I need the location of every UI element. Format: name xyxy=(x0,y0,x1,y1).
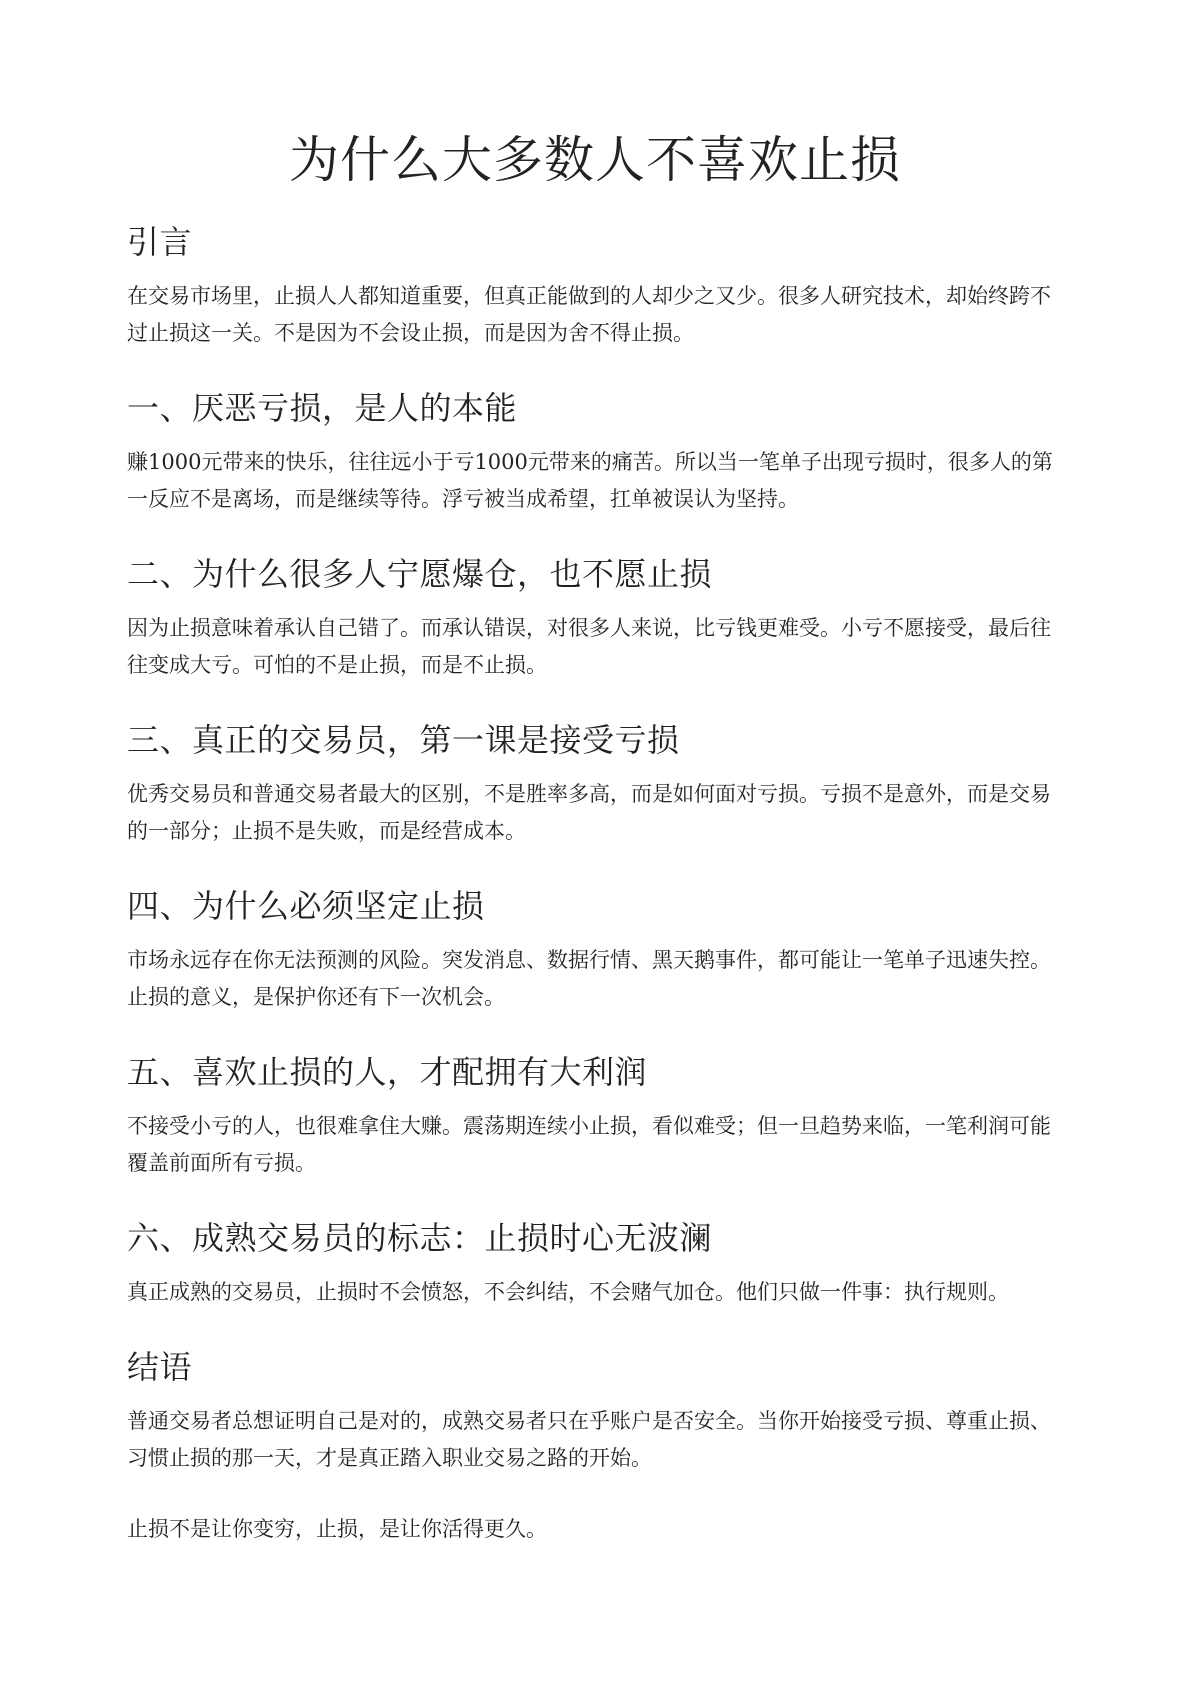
section-paragraph: 因为止损意味着承认自己错了。而承认错误，对很多人来说，比亏钱更难受。小亏不愿接受，最后往往变成大亏。可怕的不是止损，而是不止损。 xyxy=(127,616,1051,677)
section-paragraph: 赚1000元带来的快乐，往往远小于亏1000元带来的痛苦。所以当一笔单子出现亏损时，很多人的第一反应不是离场，而是继续等待。浮亏被当成希望，扛单被误认为坚持。 xyxy=(127,450,1053,511)
section-3 xyxy=(127,718,1067,850)
section-conclusion xyxy=(127,1345,1067,1477)
section-paragraph: 不接受小亏的人，也很难拿住大赚。震荡期连续小止损，看似难受；但一旦趋势来临，一笔利润可能覆盖前面所有亏损。 xyxy=(127,1114,1051,1175)
section-heading: 四、为什么必须坚定止损 xyxy=(127,887,485,925)
section-heading: 二、为什么很多人宁愿爆仓，也不愿止损 xyxy=(127,555,713,593)
section-heading: 六、成熟交易员的标志：止损时心无波澜 xyxy=(127,1219,713,1257)
section-heading: 结语 xyxy=(127,1348,193,1386)
section-1 xyxy=(127,386,1067,518)
document-title: 为什么大多数人不喜欢止损 xyxy=(289,131,901,189)
closing-statement: 止损不是让你变穷，止损，是让你活得更久。 xyxy=(127,1517,547,1541)
section-paragraph: 优秀交易员和普通交易者最大的区别，不是胜率多高，而是如何面对亏损。亏损不是意外，而是交易的一部分；止损不是失败，而是经营成本。 xyxy=(127,782,1051,843)
section-paragraph: 在交易市场里，止损人人都知道重要，但真正能做到的人却少之又少。很多人研究技术，却始终跨不过止损这一关。不是因为不会设止损，而是因为舍不得止损。 xyxy=(127,284,1051,345)
section-heading: 三、真正的交易员，第一课是接受亏损 xyxy=(127,721,680,759)
section-heading: 一、厌恶亏损，是人的本能 xyxy=(127,389,518,427)
section-2 xyxy=(127,552,1067,684)
section-paragraph: 普通交易者总想证明自己是对的，成熟交易者只在乎账户是否安全。当你开始接受亏损、尊重止损、习惯止损的那一天，才是真正踏入职业交易之路的开始。 xyxy=(127,1409,1051,1470)
section-4 xyxy=(127,884,1067,1016)
section-heading: 引言 xyxy=(127,223,193,261)
section-intro xyxy=(127,220,1067,352)
section-6 xyxy=(127,1216,1067,1311)
section-paragraph: 市场永远存在你无法预测的风险。突发消息、数据行情、黑天鹅事件，都可能让一笔单子迅速失控。止损的意义，是保护你还有下一次机会。 xyxy=(127,948,1051,1009)
document-body xyxy=(127,220,1067,1548)
section-paragraph: 真正成熟的交易员，止损时不会愤怒，不会纠结，不会赌气加仓。他们只做一件事：执行规则。 xyxy=(127,1280,1009,1304)
section-5 xyxy=(127,1050,1067,1182)
section-heading: 五、喜欢止损的人，才配拥有大利润 xyxy=(127,1053,648,1091)
